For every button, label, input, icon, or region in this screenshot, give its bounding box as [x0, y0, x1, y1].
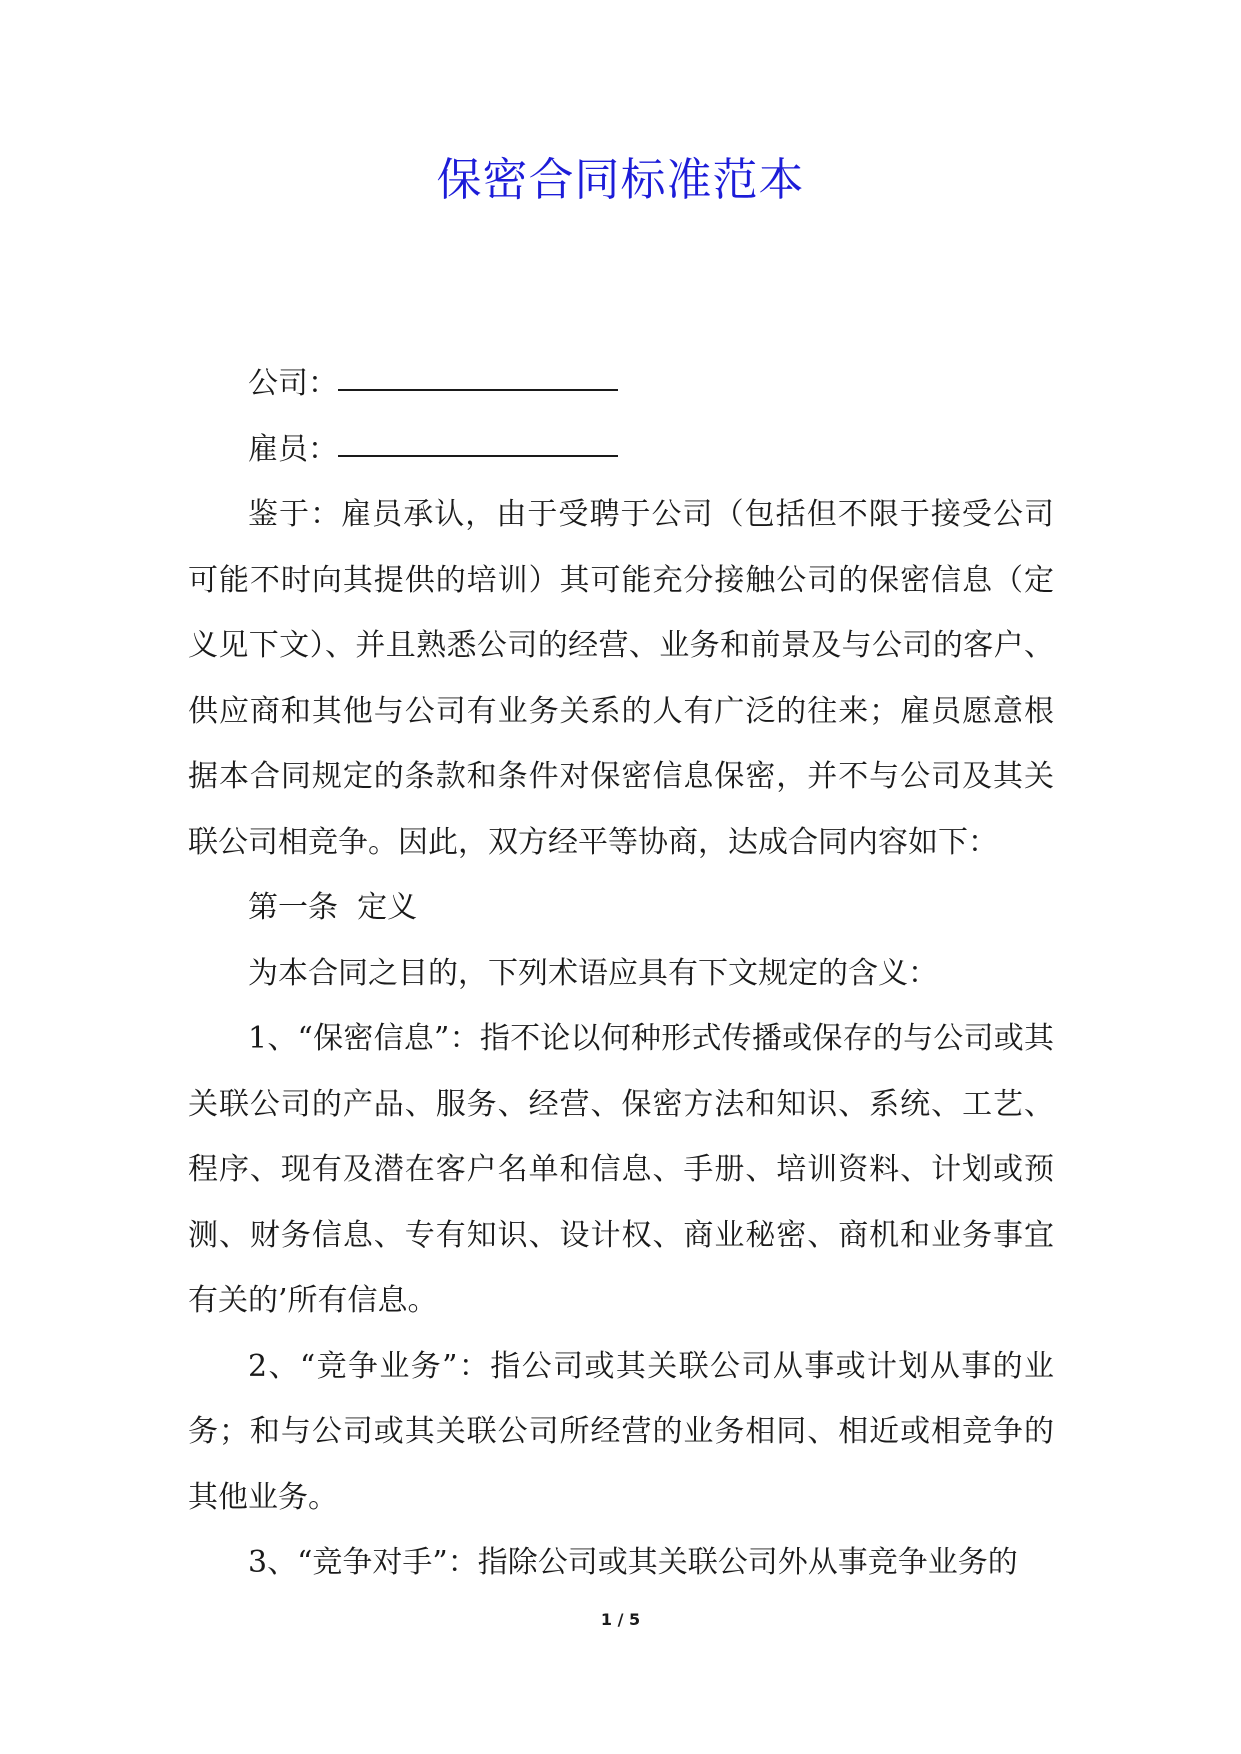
- recital-paragraph: 鉴于：雇员承认，由于受聘于公司（包括但不限于接受公司可能不时向其提供的培训）其可能充分接触公司的保密信息（定义见下文）、并且熟悉公司的经营、业务和前景及与公司的客户、供应商和其他与公司有业务关系的人有广泛的往来；雇员愿意根据本合同规定的条款和条件对保密信息保密，并不与公司及其关联公司相竞争。因此，双方经平等协商，达成合同内容如下：: [188, 497, 1054, 860]
- employee-field: [188, 417, 1054, 483]
- company-blank-line: [338, 359, 618, 391]
- definition-3: 3、“竞争对手”：指除公司或其关联公司外从事竞争业务的: [248, 1545, 1018, 1580]
- article1-heading: 第一条 定义: [248, 890, 418, 925]
- employee-label: 雇员：: [248, 431, 338, 467]
- definition-1: 1、“保密信息”：指不论以何种形式传播或保存的与公司或其关联公司的产品、服务、经营、保密方法和知识、系统、工艺、程序、现有及潜在客户名单和信息、手册、培训资料、计划或预测、财务信息、专有知识、设计权、商业秘密、商机和业务事宜有关的’所有信息。: [188, 1021, 1054, 1318]
- document-body: [188, 351, 1054, 1596]
- definition-2: 2、“竞争业务”：指公司或其关联公司从事或计划从事的业务；和与公司或其关联公司所经营的业务相同、相近或相竞争的其他业务。: [188, 1348, 1054, 1515]
- employee-blank-line: [338, 425, 618, 457]
- company-field: [188, 351, 1054, 417]
- document-title: 保密合同标准范本: [436, 153, 805, 206]
- company-label: 公司：: [248, 366, 338, 401]
- page-number: 1 / 5: [600, 1610, 641, 1629]
- article1-intro: 为本合同之目的，下列术语应具有下文规定的含义：: [248, 955, 938, 991]
